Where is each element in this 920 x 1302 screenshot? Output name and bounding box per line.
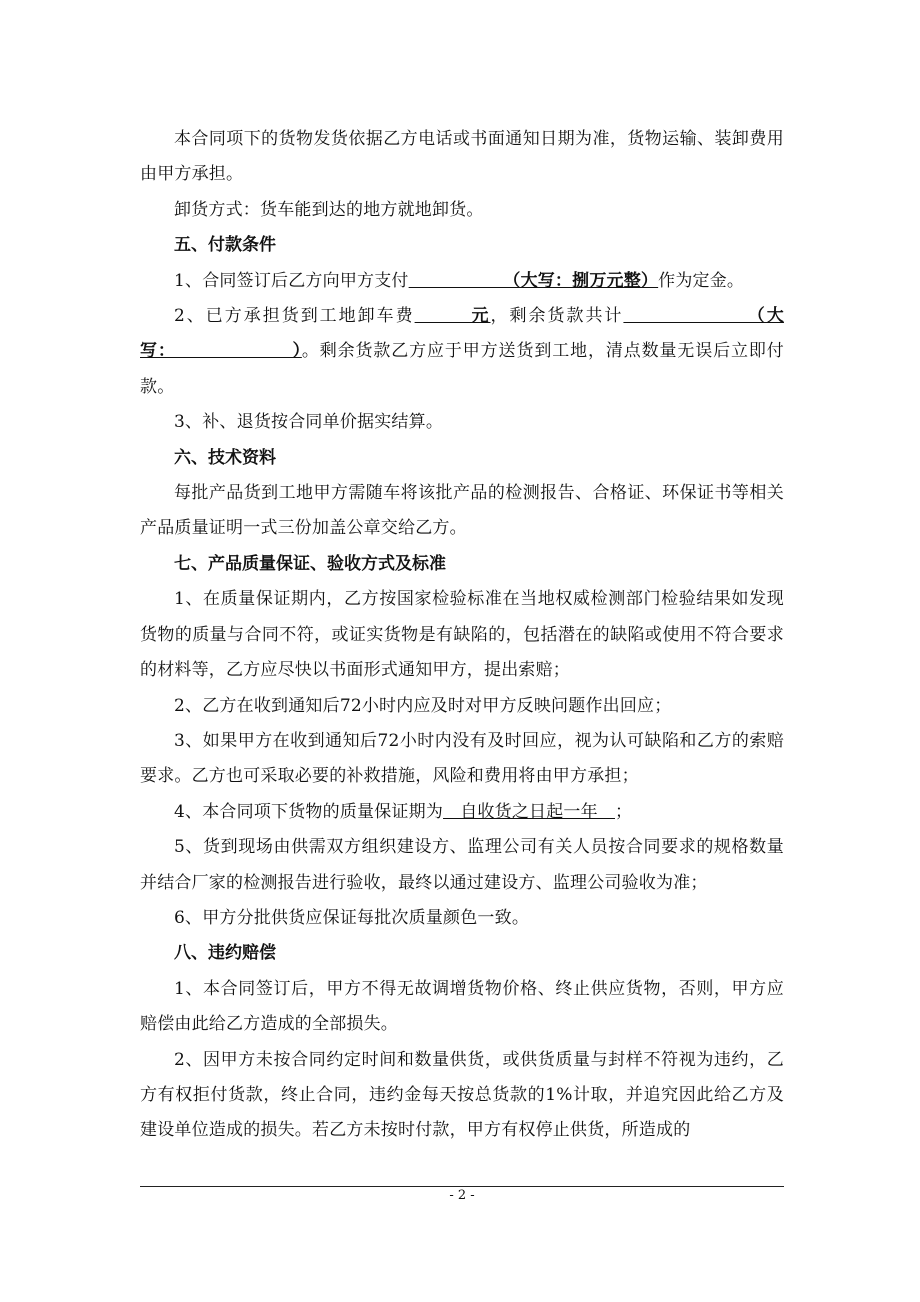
- clause-5-1: [140, 264, 784, 299]
- clause-6-1: 每批产品货到工地甲方需随车将该批产品的检测报告、合格证、环保证书等相关产品质量证明一式三份加盖公章交给乙方。: [140, 483, 784, 539]
- deposit-amount-blank: （大写：捌万元整）: [408, 270, 659, 291]
- clause-5-2-text: 2、已方承担货到工地卸车费: [174, 306, 415, 327]
- clause-7-4-text: 4、本合同项下货物的质量保证期为: [174, 801, 444, 822]
- clause-5-2-mid: ，剩余货款共计: [490, 306, 624, 327]
- paragraph-unloading: 卸货方式：货车能到达的地方就地卸货。: [174, 199, 484, 220]
- unloading-fee-blank: 元: [414, 306, 491, 327]
- warranty-period-blank: 自收货之日起一年: [443, 801, 616, 822]
- document-body: [140, 122, 784, 1149]
- clause-8-2: 2、因甲方未按合同约定时间和数量供货，或供货质量与封样不符视为违约，乙方有权拒付货款，终止合同，违约金每天按总货款的1%计取，并追究因此给乙方及建设单位造成的损失。若乙方未按时付款，甲方有权停止供货，所造成的: [140, 1049, 784, 1141]
- clause-5-1-tail: 作为定金。: [658, 270, 745, 291]
- clause-7-4-tail: ；: [615, 801, 633, 822]
- clause-7-1: 1、在质量保证期内，乙方按国家检验标准在当地权威检测部门检验结果如发现货物的质量与合同不符，或证实货物是有缺陷的，包括潜在的缺陷或使用不符合要求的材料等，乙方应尽快以书面形式通知甲方，提出索赔；: [140, 589, 784, 681]
- page-number: - 2 -: [449, 1188, 475, 1203]
- heading-technical-docs: 六、技术资料: [174, 447, 276, 468]
- clause-5-3: 3、补、退货按合同单价据实结算。: [174, 412, 444, 433]
- clause-7-4: [140, 795, 784, 830]
- clause-7-2: 2、乙方在收到通知后72小时内应及时对甲方反映问题作出回应；: [174, 695, 672, 716]
- clause-7-5: 5、货到现场由供需双方组织建设方、监理公司有关人员按合同要求的规格数量并结合厂家的检测报告进行验收，最终以通过建设方、监理公司验收为准；: [140, 837, 784, 893]
- heading-quality-assurance: 七、产品质量保证、验收方式及标准: [174, 553, 446, 574]
- clause-8-1: 1、本合同签订后，甲方不得无故调增货物价格、终止供应货物，否则，甲方应赔偿由此给乙方造成的全部损失。: [140, 978, 784, 1035]
- footer-divider: [140, 1186, 784, 1187]
- clause-5-1-text: 1、合同签订后乙方向甲方支付: [174, 270, 409, 291]
- clause-5-2-tail: 。剩余货款乙方应于甲方送货到工地，清点数量无误后立即付款。: [140, 341, 785, 397]
- paragraph-shipping: 本合同项下的货物发货依据乙方电话或书面通知日期为准，货物运输、装卸费用由甲方承担。: [140, 129, 784, 185]
- clause-5-2: [140, 299, 784, 405]
- heading-breach-compensation: 八、违约赔偿: [174, 943, 276, 964]
- clause-7-3: 3、如果甲方在收到通知后72小时内没有及时回应，视为认可缺陷和乙方的索赔要求。乙方也可采取必要的补救措施，风险和费用将由甲方承担；: [140, 730, 784, 787]
- remaining-amount-blank: （大写： ）: [140, 306, 784, 362]
- clause-7-6: 6、甲方分批供货应保证每批次质量颜色一致。: [174, 907, 530, 928]
- heading-payment-terms: 五、付款条件: [174, 235, 276, 256]
